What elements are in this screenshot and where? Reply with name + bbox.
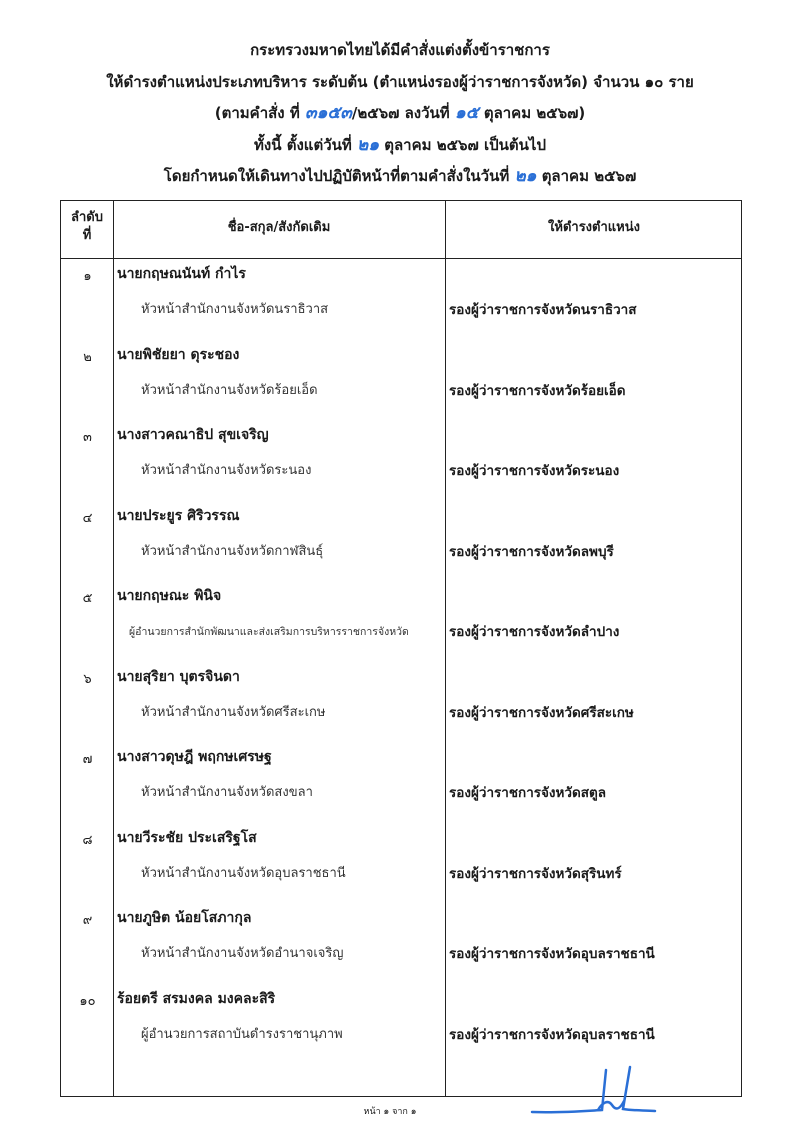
person-name: ร้อยตรี สรมงคล มงคละสิริ bbox=[117, 990, 276, 1007]
table-row bbox=[61, 666, 743, 746]
title-line-2: ให้ดำรงตำแหน่งประเภทบริหาร ระดับต้น (ตำแหน่งรองผู้ว่าราชการจังหวัด) จำนวน ๑๐ ราย bbox=[106, 73, 694, 91]
order-reference-line bbox=[0, 103, 800, 123]
person-name: นางสาวดุษฎี พฤกษเศรษฐ bbox=[117, 749, 272, 765]
table-row bbox=[61, 746, 743, 826]
signature-icon bbox=[530, 1065, 660, 1120]
table-row bbox=[61, 907, 743, 987]
table-row bbox=[61, 424, 743, 504]
order-number-handwritten: ๓๑๕๓ bbox=[304, 103, 352, 123]
table-row bbox=[61, 505, 743, 585]
new-position: รองผู้ว่าราชการจังหวัดร้อยเอ็ด bbox=[449, 382, 626, 399]
former-position: ผู้อำนวยการสำนักพัฒนาและส่งเสริมการบริหารราชการจังหวัด bbox=[129, 626, 409, 638]
table-row bbox=[61, 263, 743, 343]
person-name: นายภูษิต น้อยโสภากุล bbox=[117, 910, 252, 926]
column-header-no bbox=[61, 209, 113, 245]
new-position: รองผู้ว่าราชการจังหวัดศรีสะเกษ bbox=[449, 704, 634, 721]
order-date-suffix: ตุลาคม ๒๕๖๗) bbox=[483, 104, 586, 122]
row-number: ๘ bbox=[82, 832, 93, 848]
row-number: ๑ bbox=[83, 269, 92, 284]
former-position: หัวหน้าสำนักงานจังหวัดอำนาจเจริญ bbox=[141, 946, 344, 961]
person-name: นายสุริยา บุตรจินดา bbox=[117, 668, 240, 685]
table-row bbox=[61, 344, 743, 424]
new-position: รองผู้ว่าราชการจังหวัดอุบลราชธานี bbox=[449, 1026, 655, 1043]
former-position: ผู้อำนวยการสถาบันดำรงราชานุภาพ bbox=[141, 1026, 343, 1042]
former-position: หัวหน้าสำนักงานจังหวัดระนอง bbox=[141, 463, 312, 478]
row-number: ๙ bbox=[82, 913, 93, 928]
former-position: หัวหน้าสำนักงานจังหวัดร้อยเอ็ด bbox=[141, 382, 318, 398]
former-position: หัวหน้าสำนักงานจังหวัดนราธิวาส bbox=[141, 302, 329, 317]
new-position: รองผู้ว่าราชการจังหวัดอุบลราชธานี bbox=[449, 946, 655, 962]
new-position: รองผู้ว่าราชการจังหวัดลพบุรี bbox=[449, 543, 614, 560]
person-name: นายพิชัยยา ดุระชอง bbox=[117, 346, 240, 363]
row-number: ๕ bbox=[82, 591, 93, 606]
new-position: รองผู้ว่าราชการจังหวัดระนอง bbox=[449, 463, 620, 479]
person-name: นายกฤษณะ พินิจ bbox=[117, 588, 222, 604]
effective-suffix: ตุลาคม ๒๕๖๗ เป็นต้นไป bbox=[384, 136, 546, 154]
column-header-position: ให้ดำรงตำแหน่ง bbox=[548, 220, 640, 235]
row-number: ๓ bbox=[83, 430, 92, 445]
header-divider bbox=[61, 258, 741, 259]
row-number: ๗ bbox=[82, 752, 93, 767]
order-year: /๒๕๖๗ ลงวันที่ bbox=[351, 104, 450, 122]
table-row bbox=[61, 988, 743, 1068]
page-number: หน้า ๑ จาก ๑ bbox=[363, 1107, 417, 1117]
travel-day-handwritten: ๒๑ bbox=[514, 166, 537, 186]
travel-suffix: ตุลาคม ๒๕๖๗ bbox=[541, 167, 637, 185]
order-day-handwritten: ๑๕ bbox=[454, 103, 479, 123]
effective-date-line bbox=[0, 135, 800, 155]
row-number: ๖ bbox=[83, 671, 92, 687]
person-name: นายกฤษณนันท์ กำไร bbox=[117, 266, 246, 282]
table-row bbox=[61, 827, 743, 907]
appointment-table bbox=[60, 200, 742, 1097]
column-header-no-line1: ลำดับ bbox=[71, 210, 103, 225]
former-position: หัวหน้าสำนักงานจังหวัดสงขลา bbox=[141, 785, 313, 800]
new-position: รองผู้ว่าราชการจังหวัดนราธิวาส bbox=[449, 302, 637, 318]
column-header-name: ชื่อ-สกุล/สังกัดเดิม bbox=[227, 220, 331, 235]
former-position: หัวหน้าสำนักงานจังหวัดศรีสะเกษ bbox=[141, 704, 326, 720]
person-name: นายวีระชัย ประเสริฐโส bbox=[117, 829, 257, 846]
column-header-no-line2: ที่ bbox=[82, 228, 92, 243]
travel-date-line bbox=[0, 166, 800, 186]
effective-day-handwritten: ๒๑ bbox=[357, 135, 379, 155]
person-name: นางสาวคณาธิป สุขเจริญ bbox=[117, 427, 269, 443]
title-line-1: กระทรวงมหาดไทยได้มีคำสั่งแต่งตั้งข้าราชการ bbox=[250, 41, 550, 59]
travel-prefix: โดยกำหนดให้เดินทางไปปฏิบัติหน้าที่ตามคำสั่งในวันที่ bbox=[163, 167, 510, 185]
former-position: หัวหน้าสำนักงานจังหวัดกาฬสินธุ์ bbox=[141, 543, 324, 559]
row-number: ๒ bbox=[83, 349, 92, 365]
former-position: หัวหน้าสำนักงานจังหวัดอุบลราชธานี bbox=[141, 865, 346, 881]
order-prefix: (ตามคำสั่ง ที่ bbox=[214, 104, 300, 122]
new-position: รองผู้ว่าราชการจังหวัดลำปาง bbox=[449, 624, 620, 640]
row-number: ๑๐ bbox=[79, 993, 96, 1009]
person-name: นายประยูร ศิริวรรณ bbox=[117, 507, 240, 524]
table-row bbox=[61, 585, 743, 665]
effective-prefix: ทั้งนี้ ตั้งแต่วันที่ bbox=[254, 136, 352, 154]
new-position: รองผู้ว่าราชการจังหวัดสตูล bbox=[449, 785, 607, 801]
row-number: ๔ bbox=[82, 510, 93, 526]
new-position: รองผู้ว่าราชการจังหวัดสุรินทร์ bbox=[449, 865, 622, 882]
